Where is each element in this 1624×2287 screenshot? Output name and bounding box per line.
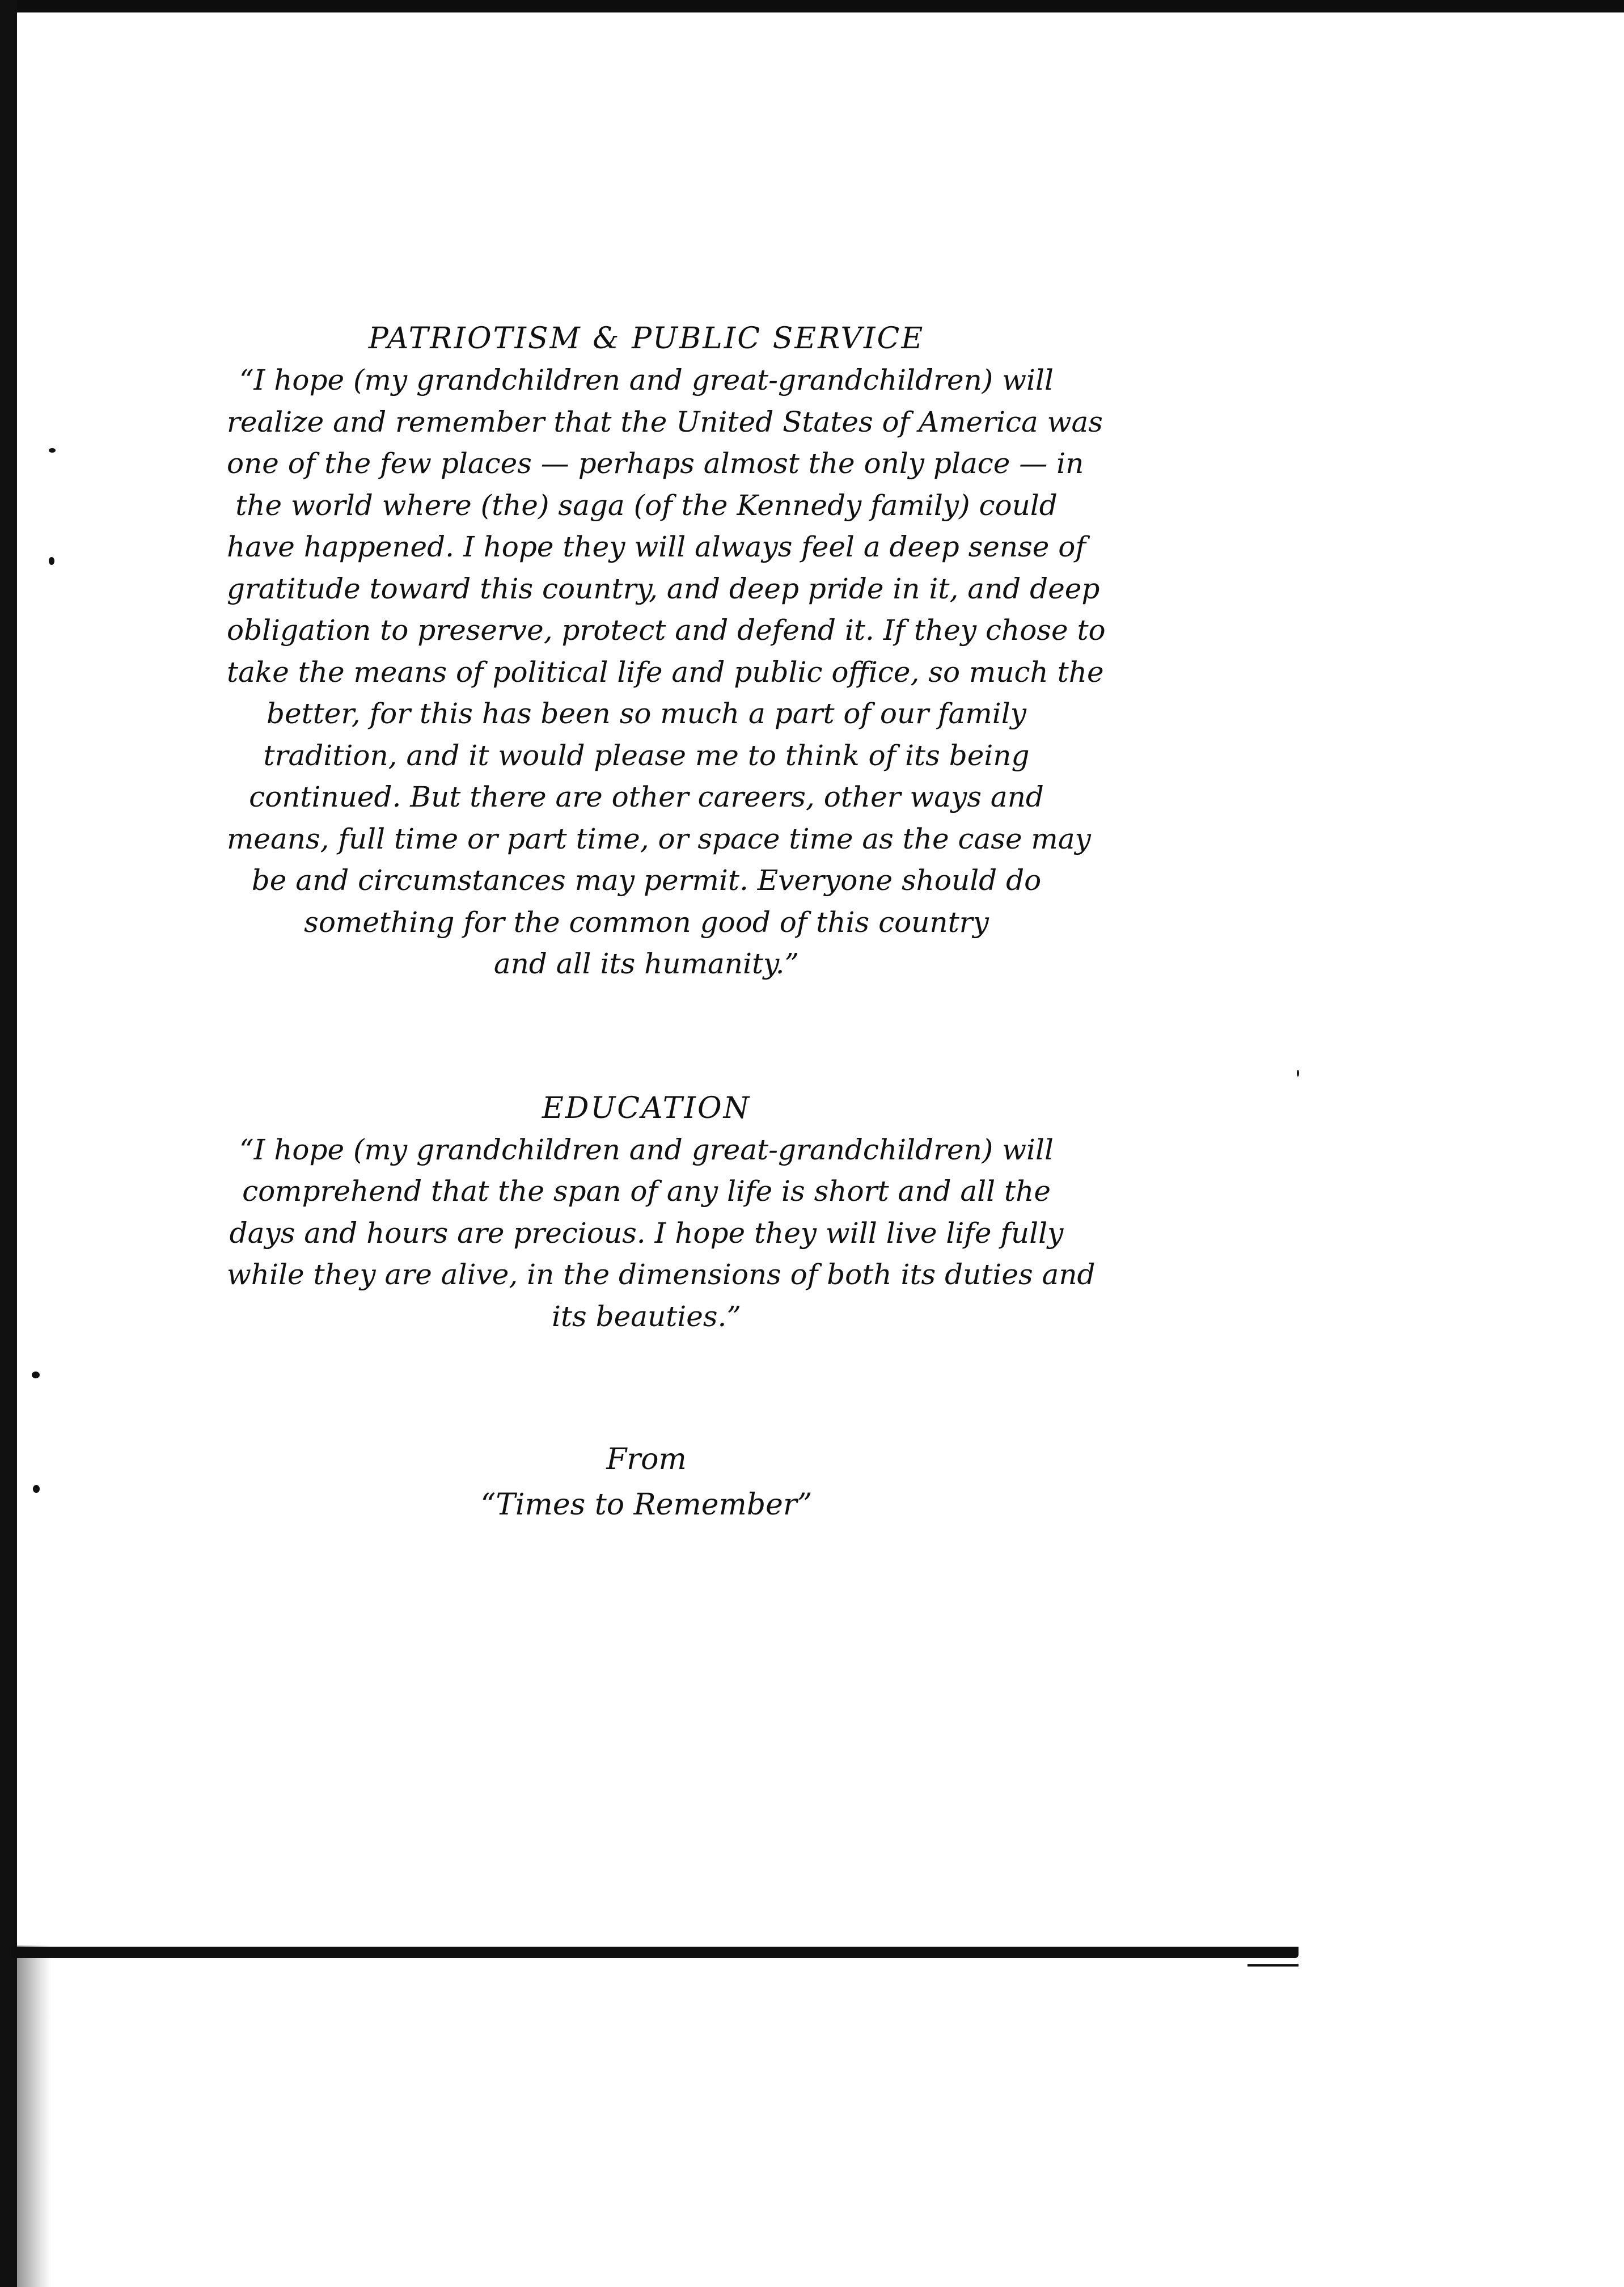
quote-line: better, for this has been so much a part of our family — [267, 697, 1026, 730]
scan-speck — [1297, 1070, 1299, 1077]
quote-line: take the means of political life and public office, so much the — [227, 655, 1104, 689]
scan-left-edge — [0, 0, 17, 2287]
quote-line: means, full time or part time, or space time as the case may — [227, 822, 1091, 855]
quote-line: one of the few places — perhaps almost the only place — in — [227, 447, 1084, 480]
quote-line: obligation to preserve, protect and defend it. If they chose to — [227, 614, 1106, 647]
quote-line: comprehend that the span of any life is short and all the — [242, 1175, 1051, 1208]
scan-bottom-rule-tail — [1247, 1964, 1299, 1967]
quote-line: be and circumstances may permit. Everyone should do — [251, 864, 1042, 897]
quote-line: days and hours are precious. I hope they will live life fully — [229, 1216, 1064, 1250]
quote-line: realize and remember that the United States of America was — [227, 405, 1103, 438]
quote-line: its beauties.” — [551, 1299, 742, 1333]
quote-block — [227, 360, 1106, 985]
scan-speck — [49, 448, 56, 453]
scan-bottom-rule — [11, 1947, 1299, 1958]
quote-line: continued. But there are other careers, other ways and — [249, 780, 1044, 813]
source-title: “Times to Remember” — [480, 1488, 813, 1522]
quote-line: have happened. I hope they will always feel a deep sense of — [227, 530, 1086, 563]
quote-line: the world where (the) saga (of the Kennedy family) could — [235, 488, 1058, 522]
section-heading: PATRIOTISM & PUBLIC SERVICE — [368, 322, 925, 356]
quote-line: “I hope (my grandchildren and great-grandchildren) will — [239, 1133, 1054, 1166]
scan-speck — [49, 557, 54, 565]
quote-line: and all its humanity.” — [493, 947, 800, 980]
scan-speck — [33, 1485, 40, 1493]
quote-line: something for the common good of this country — [304, 905, 989, 939]
source-attribution — [227, 1437, 1066, 1528]
quote-line: “I hope (my grandchildren and great-grandchildren) will — [239, 364, 1054, 396]
quote-line: gratitude toward this country, and deep pride in it, and deep — [227, 572, 1100, 605]
section-education — [227, 1087, 1096, 1338]
quote-block — [227, 1129, 1096, 1338]
source-from: From — [606, 1442, 687, 1476]
quote-line: tradition, and it would please me to think of its being — [263, 739, 1030, 772]
quote-line: while they are alive, in the dimensions of both its duties and — [227, 1258, 1096, 1291]
scan-speck — [32, 1372, 40, 1378]
scan-left-shadow — [17, 1946, 51, 2287]
section-heading: EDUCATION — [542, 1091, 751, 1125]
scan-top-edge — [0, 0, 1624, 12]
section-patriotism — [227, 318, 1106, 985]
document-body — [227, 318, 1106, 1528]
